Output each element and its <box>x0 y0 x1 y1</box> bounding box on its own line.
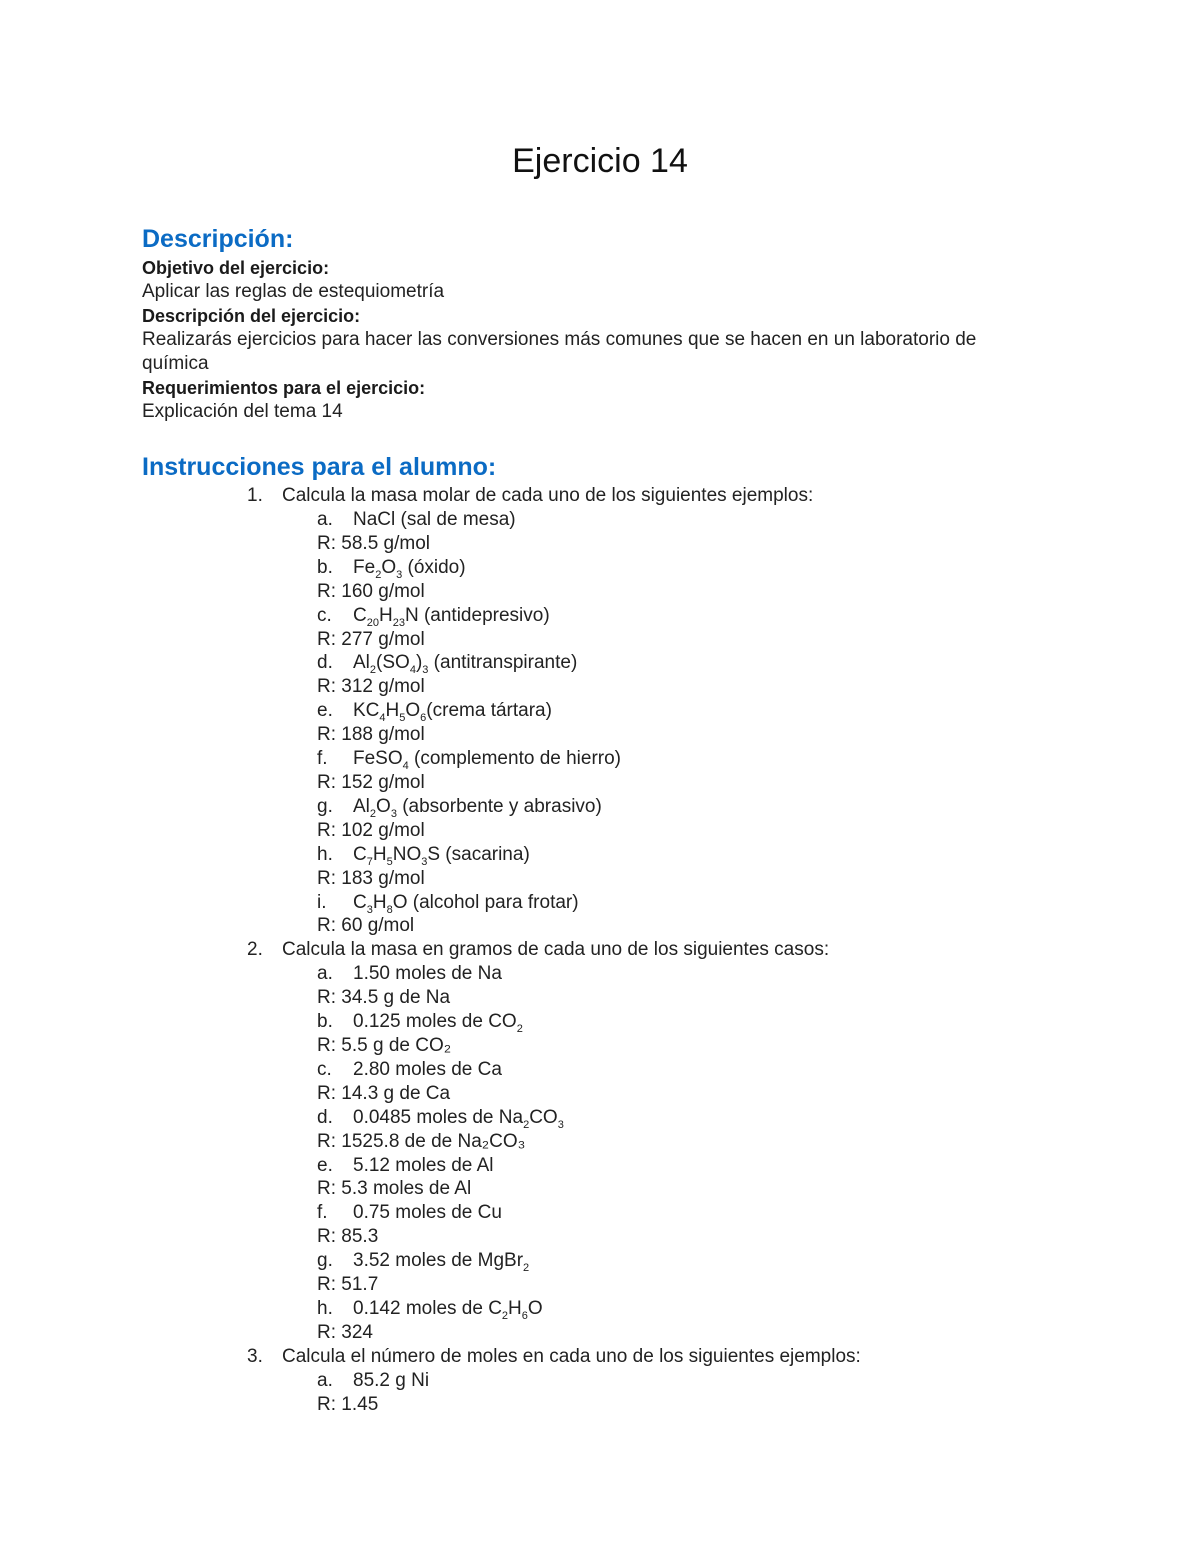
item-letter: d. <box>317 652 333 674</box>
item-text: 2.80 moles de Ca <box>353 1058 502 1080</box>
item-text: $Fe_2O_3$ (óxido) <box>353 556 466 581</box>
item-answer: R: 1.45 <box>317 1393 379 1415</box>
item-answer: R: 5.3 moles de Al <box>317 1178 472 1200</box>
list-item <box>317 1010 1092 1034</box>
item-text: 0.142 moles de $C_2H_6O$ <box>353 1298 543 1322</box>
item-answer: R: 34.5 g de Na <box>317 987 451 1009</box>
item-letter: g. <box>317 1250 333 1272</box>
item-text: 1.50 moles de Na <box>353 963 502 985</box>
item-letter: b. <box>317 556 333 578</box>
item-letter: a. <box>317 1369 333 1391</box>
item-letter: i. <box>317 891 327 913</box>
item-text: 0.125 moles de $CO_2$ <box>353 1011 523 1035</box>
item-letter: c. <box>317 604 332 626</box>
question-text: Calcula la masa en gramos de cada uno de los siguientes casos: <box>282 939 830 961</box>
list-item <box>317 651 1092 675</box>
questions-list <box>142 484 1092 1417</box>
question-number: 2. <box>247 939 263 961</box>
item-text: $KC_4H_5O_6(crema$ tártara) <box>353 700 552 725</box>
item-answer: R: 85.3 <box>317 1226 379 1248</box>
question-text: Calcula la masa molar de cada uno de los siguientes ejemplos: <box>282 485 814 506</box>
question-text: Calcula el número de moles en cada uno de los siguientes ejemplos: <box>282 1345 861 1367</box>
item-answer: R: 188 g/mol <box>317 724 425 746</box>
list-item <box>317 556 1092 580</box>
item-letter: e. <box>317 1154 333 1176</box>
item-text: $Al_2O_3$ (absorbente y abrasivo) <box>353 795 602 820</box>
item-letter: f. <box>317 748 328 770</box>
question-2-items <box>317 962 1092 1345</box>
item-letter: d. <box>317 1106 333 1128</box>
instructions-section <box>142 450 1092 1417</box>
item-text: $C_3H_8O$ (alcohol para frotar) <box>353 891 579 916</box>
item-answer: R: 183 g/mol <box>317 867 425 889</box>
item-answer: R: 277 g/mol <box>317 628 425 650</box>
list-item <box>317 747 1092 771</box>
item-letter: a. <box>317 963 333 985</box>
item-answer: R: 102 g/mol <box>317 819 425 841</box>
item-text: 85.2 g Ni <box>353 1369 430 1391</box>
item-letter: b. <box>317 1011 333 1033</box>
item-answer: R: 152 g/mol <box>317 771 425 793</box>
item-answer: R: 14.3 g de Ca <box>317 1082 451 1104</box>
description-text-line-1: Realizarás ejercicios para hacer las conversiones más comunes que se hacen en un laboratorio de <box>142 329 977 350</box>
item-letter: h. <box>317 843 333 865</box>
question-3 <box>247 1345 1092 1369</box>
question-1 <box>247 484 1092 508</box>
objective-label: Objetivo del ejercicio: <box>142 258 330 278</box>
item-answer: R: 60 g/mol <box>317 915 415 937</box>
page-title: Ejercicio 14 <box>512 142 688 180</box>
list-item <box>317 1369 1092 1393</box>
question-number: 3. <box>247 1345 263 1367</box>
item-text: $C_{20}H_{23}N$ (antidepresivo) <box>353 604 550 629</box>
item-answer: R: 1525.8 de de Na₂CO₃ <box>317 1130 526 1152</box>
item-answer: R: 51.7 <box>317 1274 379 1296</box>
item-text: 0.75 moles de Cu <box>353 1202 502 1224</box>
list-item <box>317 795 1092 819</box>
item-text: NaCl (sal de mesa) <box>353 509 516 530</box>
item-text: $C_7H_5NO_3S$ (sacarina) <box>353 843 530 868</box>
question-number: 1. <box>247 485 263 506</box>
description-label: Descripción del ejercicio: <box>142 306 361 326</box>
item-letter: f. <box>317 1202 328 1224</box>
item-answer: R: 312 g/mol <box>317 676 425 698</box>
list-item <box>317 699 1092 723</box>
list-item <box>317 1249 1092 1273</box>
description-heading: Descripción: <box>142 225 294 253</box>
list-item <box>317 1058 1092 1082</box>
item-answer: R: 58.5 g/mol <box>317 532 430 554</box>
item-text: 3.52 moles de MgBr$_2$ <box>353 1250 530 1274</box>
item-letter: h. <box>317 1298 333 1319</box>
item-answer: R: 160 g/mol <box>317 580 425 602</box>
list-item <box>317 1106 1092 1130</box>
item-answer: R: 324 <box>317 1321 373 1343</box>
item-letter: a. <box>317 509 333 530</box>
item-text: FeSO$_4$ (complemento de hierro) <box>353 748 622 772</box>
item-text: $Al_2(SO_4)_3$ (antitranspirante) <box>353 652 578 677</box>
item-letter: e. <box>317 700 333 722</box>
description-section <box>142 222 1092 424</box>
list-item <box>317 843 1092 867</box>
question-3-items <box>317 1369 1092 1417</box>
objective-text: Aplicar las reglas de estequiometría <box>142 281 445 302</box>
list-item <box>317 1154 1092 1178</box>
question-2 <box>247 938 1092 962</box>
item-text: 5.12 moles de Al <box>353 1154 494 1176</box>
item-letter: c. <box>317 1058 332 1080</box>
description-text-line-2: química <box>142 353 209 374</box>
list-item <box>317 1297 1092 1321</box>
list-item <box>317 604 1092 628</box>
requirements-label: Requerimientos para el ejercicio: <box>142 378 426 398</box>
instructions-heading: Instrucciones para el alumno: <box>142 453 497 481</box>
requirements-text: Explicación del tema 14 <box>142 401 343 422</box>
item-answer: R: 5.5 g de CO₂ <box>317 1035 452 1057</box>
item-letter: g. <box>317 795 333 817</box>
question-1-items <box>317 508 1092 938</box>
list-item <box>317 962 1092 986</box>
list-item <box>317 891 1092 915</box>
list-item <box>317 1201 1092 1225</box>
item-text: 0.0485 moles de $Na_2CO_3$ <box>353 1106 564 1131</box>
list-item <box>317 508 1092 532</box>
